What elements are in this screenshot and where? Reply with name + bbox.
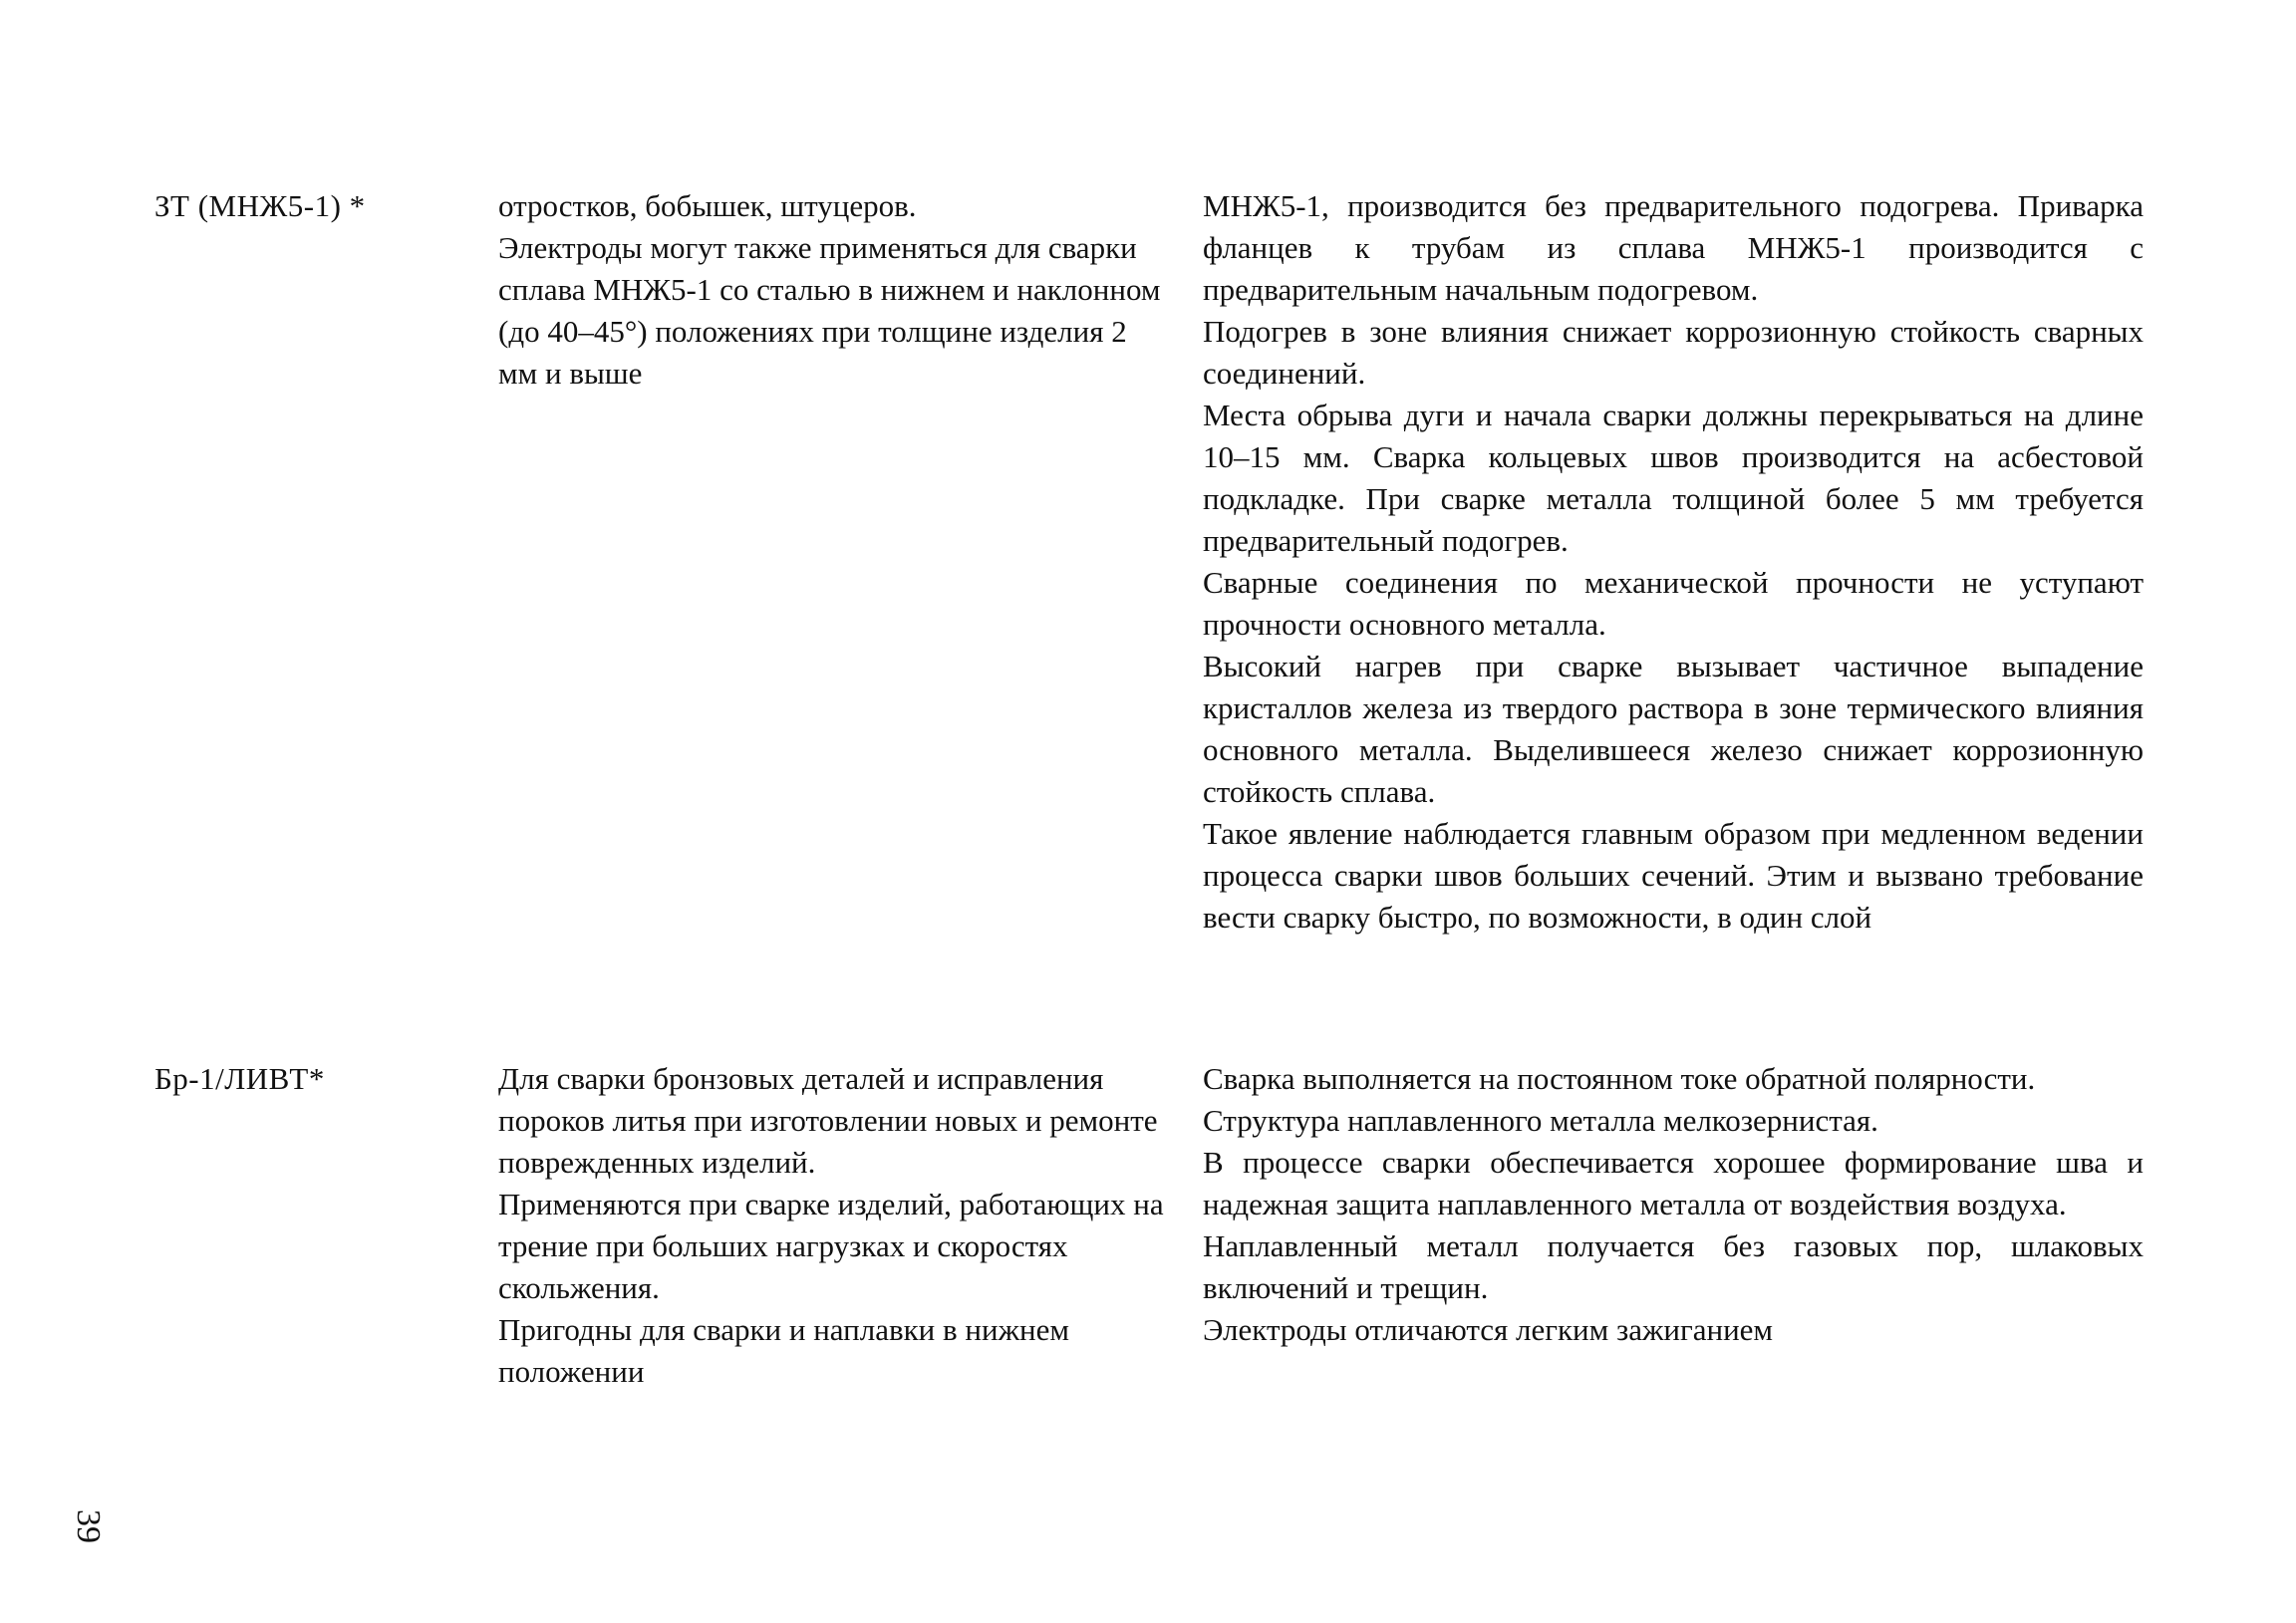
purpose-paragraph: отростков, бобышек, штуцеров. [498,188,917,223]
notes-paragraph: Сварные соединения по механической прочности не уступают прочности основного металла. [1203,565,2144,642]
purpose-paragraph: Применяются при сварке изделий, работающих на трение при больших нагрузках и скоростях скольжения. [498,1187,1164,1305]
purpose-cell [498,185,1168,395]
notes-cell [1203,185,2144,939]
electrode-grade: ЗТ (МНЖ5-1) * [154,188,366,223]
notes-paragraph: Подогрев в зоне влияния снижает коррозионную стойкость сварных соединений. [1203,314,2144,391]
notes-paragraph: Наплавленный металл получается без газовых пор, шлаковых включений и трещин. [1203,1228,2144,1305]
notes-paragraph: Сварка выполняется на постоянном токе обратной полярности. [1203,1061,2036,1096]
notes-paragraph: Такое явление наблюдается главным образом при медленном ведении процесса сварки швов больших сечений. Этим и вызвано требование вести сварку быстро, по возможности, в один слой [1203,816,2144,935]
electrode-grade: Бр-1/ЛИВТ* [154,1061,325,1096]
notes-paragraph: Электроды отличаются легким зажиганием [1203,1312,1774,1347]
purpose-paragraph: Для сварки бронзовых деталей и исправления пороков литья при изготовлении новых и ремонте поврежденных изделий. [498,1061,1158,1180]
notes-paragraph: Структура наплавленного металла мелкозернистая. [1203,1103,1878,1138]
purpose-paragraph: Электроды могут также применяться для сварки сплава МНЖ5-1 со сталью в нижнем и наклонном (до 40–45°) положениях при толщине изделия 2 мм и выше [498,230,1161,391]
purpose-cell [498,1058,1168,1393]
notes-paragraph: В процессе сварки обеспечивается хорошее формирование шва и надежная защита наплавленного металла от воздействия воздуха. [1203,1145,2144,1221]
notes-paragraph: Высокий нагрев при сварке вызывает частичное выпадение кристаллов железа из твердого раствора в зоне термического влияния основного металла. Выделившееся железо снижает коррозионную стойкость сплава. [1203,649,2144,809]
page-number: 39 [70,1509,107,1543]
notes-paragraph: МНЖ5-1, производится без предварительного подогрева. Приварка фланцев к трубам из сплава МНЖ5-1 производится с предварительным начальным подогревом. [1203,188,2144,307]
purpose-paragraph: Пригодны для сварки и наплавки в нижнем положении [498,1312,1069,1389]
notes-cell [1203,1058,2144,1351]
notes-paragraph: Места обрыва дуги и начала сварки должны перекрываться на длине 10–15 мм. Сварка кольцевых швов производится на асбестовой подкладке. При сварке металла толщиной более 5 мм требуется предварительный подогрев. [1203,398,2144,558]
